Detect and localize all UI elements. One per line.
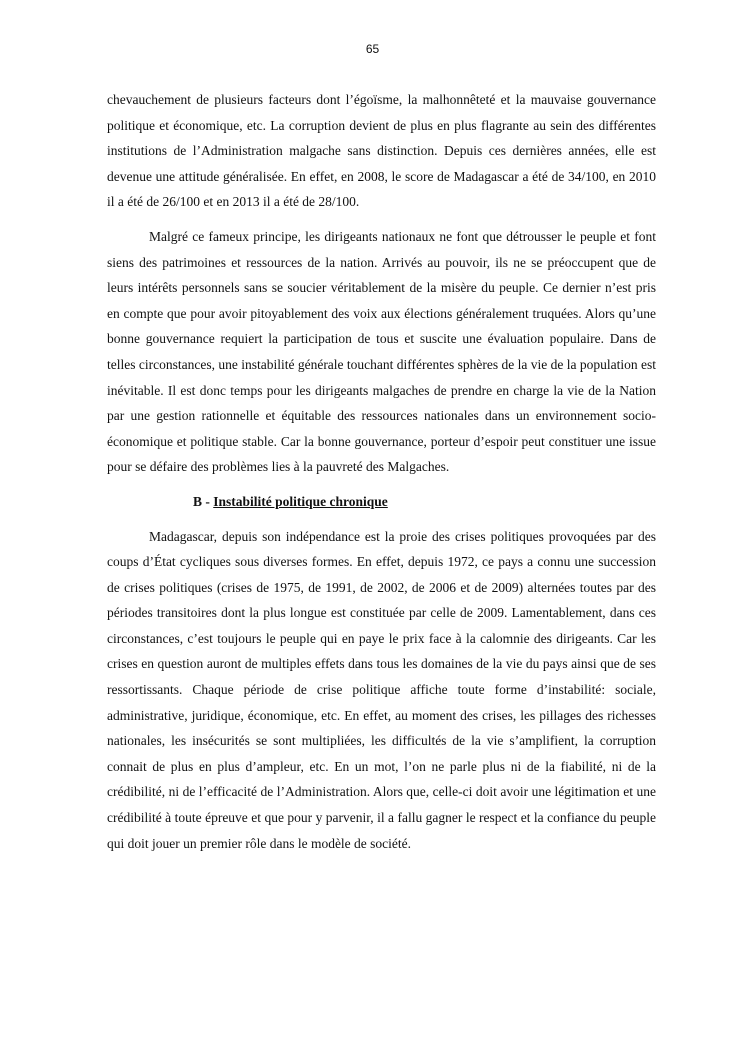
section-heading bbox=[193, 489, 656, 515]
document-body bbox=[107, 87, 656, 856]
page-number: 65 bbox=[365, 42, 380, 56]
section-heading-title: Instabilité politique chronique bbox=[213, 493, 388, 509]
paragraph-governance: Malgré ce fameux principe, les dirigeants nationaux ne font que détrousser le peuple et font siens des patrimoines et ressources de la nation. Arrivés au pouvoir, ils ne se préoccupent que de leurs intérêts personnels sans se soucier véritablement de la misère du peuple. Ce dernier n’est pris en compte que pour avoir pitoyablement des voix aux élections généralement truquées. Alors qu’une bonne gouvernance requiert la participation de tous et suscite une évaluation populaire. Dans de telles circonstances, une instabilité générale touchant différentes sphères de la vie de la population est inévitable. Il est donc temps pour les dirigeants malgaches de prendre en charge la vie de la Nation par une gestion rationnelle et équitable des ressources nationales dans un environnement socio-économique et politique stable. Car la bonne gouvernance, porteur d’espoir peut constituer une issue pour se défaire des problèmes lies à la pauvreté des Malgaches. bbox=[107, 228, 656, 475]
paragraph-political-instability: Madagascar, depuis son indépendance est la proie des crises politiques provoquées par des coups d’État cycliques sous diverses formes. En effet, depuis 1972, ce pays a connu une succession de crises politiques (crises de 1975, de 1991, de 2002, de 2006 et de 2009) alternées toutes par des périodes transitoires dont la plus longue est constituée par celle de 2009. Lamentablement, dans ces circonstances, c’est toujours le peuple qui en paye le prix face à la calomnie des dirigeants. Car les crises en question auront de multiples effets dans tous les domaines de la vie du pays ainsi que de ses ressortissants. Chaque période de crise politique affiche toute forme d’instabilité: sociale, administrative, juridique, économique, etc. En effet, au moment des crises, les pillages des richesses nationales, les insécurités se sont multipliées, les difficultés de la vie s’amplifient, la corruption connait de plus en plus d’ampleur, etc. En un mot, l’on ne parle plus ni de la fiabilité, ni de la crédibilité, ni de l’efficacité de l’Administration. Alors que, celle-ci doit avoir une légitimation et une crédibilité à toute épreuve et que pour y parvenir, il a fallu gagner le respect et la confiance du peuple qui doit jouer un premier rôle dans le modèle de société. bbox=[107, 528, 656, 851]
paragraph-corruption-continued: chevauchement de plusieurs facteurs dont l’égoïsme, la malhonnêteté et la mauvaise gouvernance politique et économique, etc. La corruption devient de plus en plus flagrante au sein des différentes institutions de l’Administration malgache sans distinction. Depuis ces dernières années, elle est devenue une attitude généralisée. En effet, en 2008, le score de Madagascar a été de 34/100, en 2010 il a été de 26/100 et en 2013 il a été de 28/100. bbox=[107, 92, 656, 210]
section-heading-prefix: B - bbox=[193, 493, 214, 509]
